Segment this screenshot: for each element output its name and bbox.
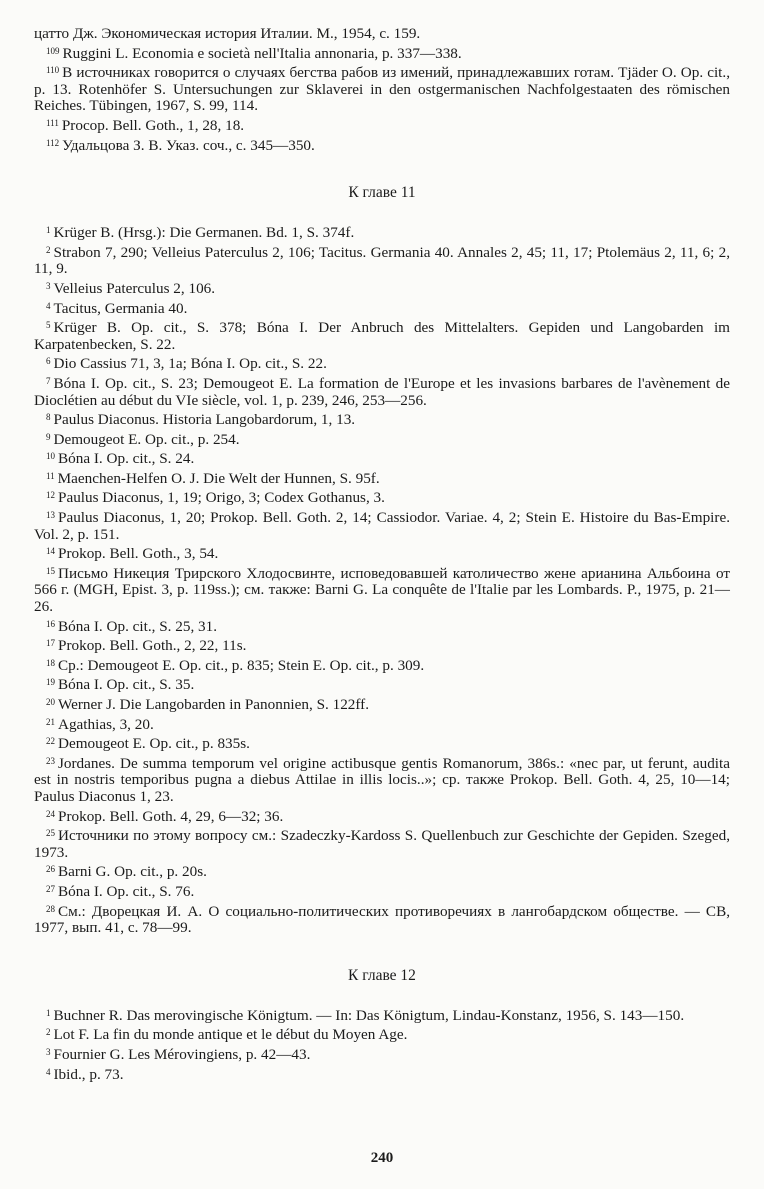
footnote-text: Удальцова З. В. Указ. соч., с. 345—350. <box>62 136 315 154</box>
footnote-number: 27 <box>46 883 55 894</box>
footnote-number: 19 <box>46 677 55 688</box>
footnote-text: Paulus Diaconus, 1, 19; Origo, 3; Codex Gothanus, 3. <box>58 489 385 507</box>
footnote-number: 17 <box>46 638 55 649</box>
chapter-11-footnotes <box>34 222 730 937</box>
chapter-12-heading: К главе 12 <box>348 966 416 984</box>
footnote <box>34 694 730 714</box>
footnote <box>34 1005 730 1025</box>
footnote <box>34 901 730 937</box>
footnote-text: В источниках говорится о случаях бегства рабов из имений, принадлежавших готам. Tjäder O. Op. cit., p. 13. Rotenhöfer S. Untersuchungen zur Sklaverei in den ostgermanischen Nachfolgestaaten des römischen Reiches. Tübingen, 1967, S. 99, 114. <box>34 64 730 115</box>
footnote-number: 12 <box>46 490 55 501</box>
footnote <box>34 448 730 468</box>
footnote-text: Krüger B. (Hrsg.): Die Germanen. Bd. 1, S. 374f. <box>53 224 355 242</box>
footnote <box>34 487 730 507</box>
footnote <box>34 353 730 373</box>
footnote-text: Demougeot E. Op. cit., p. 254. <box>53 430 240 448</box>
footnote-text: Источники по этому вопросу см.: Szadeczky-Kardoss S. Quellenbuch zur Geschichte der Gepiden. Szeged, 1973. <box>34 827 730 861</box>
footnote-text: Bóna I. Op. cit., S. 76. <box>58 882 195 900</box>
footnote-number: 5 <box>46 320 51 331</box>
footnote-text: цатто Дж. Экономическая история Италии. М., 1954, с. 159. <box>34 25 421 42</box>
footnote-text: Prokop. Bell. Goth., 3, 54. <box>58 545 219 563</box>
footnote-text: Письмо Никеция Трирского Хлодосвинте, исповедовавшей католичество жене арианина Альбоина от 566 г. (MGH, Epist. 3, p. 119ss.); см. также: Barni G. La conquête de l'Italie par les Lombards. P., 1975, p. 21—26. <box>34 564 730 616</box>
footnote <box>34 1024 730 1044</box>
footnote <box>34 1064 730 1084</box>
footnote-number: 10 <box>46 451 55 462</box>
footnote-number: 26 <box>46 864 55 875</box>
footnote <box>34 1044 730 1064</box>
footnote <box>34 674 730 694</box>
footnote <box>34 733 730 753</box>
footnote <box>34 753 730 806</box>
footnote <box>34 563 730 616</box>
footnote-text: Tacitus, Germania 40. <box>53 299 188 317</box>
footnote-number: 4 <box>46 300 51 311</box>
footnote-text: Paulus Diaconus. Historia Langobardorum, 1, 13. <box>53 411 356 429</box>
footnote <box>34 43 730 63</box>
footnote <box>34 616 730 636</box>
footnote-number: 109 <box>46 45 60 56</box>
footnote-text: Maenchen-Helfen O. J. Die Welt der Hunnen, S. 95f. <box>57 469 380 487</box>
footnote-text: Bóna I. Op. cit., S. 24. <box>58 450 195 468</box>
footnote <box>34 26 730 43</box>
footnote-text: Ruggini L. Economia e società nell'Italia annonaria, p. 337—338. <box>62 44 462 62</box>
footnote <box>34 242 730 278</box>
footnote-number: 6 <box>46 356 51 367</box>
footnote <box>34 655 730 675</box>
footnote <box>34 115 730 135</box>
footnote-text: Prokop. Bell. Goth., 2, 22, 11s. <box>58 637 247 655</box>
footnote-text: Ср.: Demougeot E. Op. cit., p. 835; Stein E. Op. cit., p. 309. <box>58 656 425 674</box>
footnote-text: Dio Cassius 71, 3, 1a; Bóna I. Op. cit., S. 22. <box>53 355 327 373</box>
footnote <box>34 298 730 318</box>
chapter-12-footnotes <box>34 1005 730 1083</box>
footnote-text: Barni G. Op. cit., p. 20s. <box>58 863 207 881</box>
footnote <box>34 881 730 901</box>
footnote-text: Strabon 7, 290; Velleius Paterculus 2, 106; Tacitus. Germania 40. Annales 2, 45; 11, 17; Ptolemäus 2, 11, 6; 2, 11, 9. <box>34 243 730 278</box>
footnote-text: Lot F. La fin du monde antique et le début du Moyen Age. <box>53 1026 408 1044</box>
footnote-number: 1 <box>46 225 51 236</box>
footnote <box>34 714 730 734</box>
footnote-text: Jordanes. De summa temporum vel origine actibusque gentis Romanorum, 386s.: «nec par, ut ferunt, audita est in nostris temporibus pugna a diebus Attilae in illis locis..»; ср. также Prokop. Bell. Goth. 4, 25, 10—14; Paulus Diaconus 1, 23. <box>34 754 730 805</box>
footnote-number: 25 <box>46 828 55 839</box>
footnote-text: Prokop. Bell. Goth. 4, 29, 6—32; 36. <box>58 807 284 825</box>
footnote-text: Ibid., p. 73. <box>53 1065 124 1083</box>
footnote-number: 4 <box>46 1066 51 1077</box>
footnote-number: 2 <box>46 244 51 255</box>
footnote-text: Paulus Diaconus, 1, 20; Prokop. Bell. Goth. 2, 14; Cassiodor. Variae. 4, 2; Stein E. Histoire du Bas-Empire. Vol. 2, p. 151. <box>34 509 730 543</box>
footnote-number: 21 <box>46 716 55 727</box>
footnote <box>34 543 730 563</box>
footnote-number: 11 <box>46 470 55 481</box>
footnote <box>34 635 730 655</box>
footnote-text: Agathias, 3, 20. <box>58 715 154 733</box>
footnote-number: 7 <box>46 375 51 386</box>
footnote <box>34 861 730 881</box>
footnote <box>34 806 730 826</box>
footnote-number: 1 <box>46 1007 51 1018</box>
footnote-number: 16 <box>46 618 55 629</box>
footnote-number: 2 <box>46 1027 51 1038</box>
footnote-number: 24 <box>46 808 55 819</box>
footnote <box>34 429 730 449</box>
footnote-number: 8 <box>46 412 51 423</box>
footnote <box>34 468 730 488</box>
footnote-number: 22 <box>46 736 55 747</box>
footnote-number: 110 <box>46 65 60 76</box>
footnote-text: Bóna I. Op. cit., S. 23; Demougeot E. La formation de l'Europe et les invasions barbares de l'avènement de Dioclétien au début du VIe siècle, vol. 1, p. 239, 246, 253—256. <box>34 374 730 409</box>
footnote-text: Velleius Paterculus 2, 106. <box>53 279 216 297</box>
footnote-number: 111 <box>46 117 59 128</box>
footnote <box>34 317 730 353</box>
footnote-text: Krüger B. Op. cit., S. 378; Bóna I. Der Anbruch des Mittelalters. Gepiden und Langobarden im Karpatenbecken, S. 22. <box>34 319 730 353</box>
footnote <box>34 62 730 115</box>
footnote-text: Bóna I. Op. cit., S. 35. <box>58 676 195 694</box>
footnote-number: 9 <box>46 431 51 442</box>
footnote-number: 112 <box>46 137 60 148</box>
footnote <box>34 409 730 429</box>
page-number: 240 <box>370 1150 394 1166</box>
footnote-number: 20 <box>46 697 55 707</box>
footnote <box>34 135 730 155</box>
footnote <box>34 373 730 409</box>
footnote-text: Werner J. Die Langobarden in Panonnien, S. 122ff. <box>58 696 370 713</box>
footnote <box>34 825 730 861</box>
footnote-text: Buchner R. Das merovingische Königtum. — In: Das Königtum, Lindau-Konstanz, 1956, S. 143—150. <box>53 1006 685 1024</box>
footnote-number: 18 <box>46 657 55 668</box>
chapter-11-heading: К главе 11 <box>348 184 416 202</box>
footnote <box>34 507 730 543</box>
footnote-number: 3 <box>46 280 51 291</box>
footnote-number: 15 <box>46 565 55 576</box>
footnote-text: См.: Дворецкая И. А. О социально-политических противоречиях в лангобардском обществе. — СВ, 1977, вып. 41, с. 78—99. <box>34 902 730 937</box>
footnote <box>34 222 730 242</box>
footnote <box>34 278 730 298</box>
footnote-text: Procop. Bell. Goth., 1, 28, 18. <box>61 116 245 134</box>
footnote-number: 13 <box>46 510 55 521</box>
footnote-text: Demougeot E. Op. cit., p. 835s. <box>58 735 250 753</box>
footnotes-previous-chapter <box>34 26 730 154</box>
footnote-text: Bóna I. Op. cit., S. 25, 31. <box>58 617 218 635</box>
footnote-number: 14 <box>46 546 55 557</box>
footnote-text: Fournier G. Les Mérovingiens, p. 42—43. <box>53 1045 311 1063</box>
footnote-number: 3 <box>46 1046 51 1057</box>
footnote-number: 28 <box>46 903 55 914</box>
footnote-number: 23 <box>46 755 55 766</box>
